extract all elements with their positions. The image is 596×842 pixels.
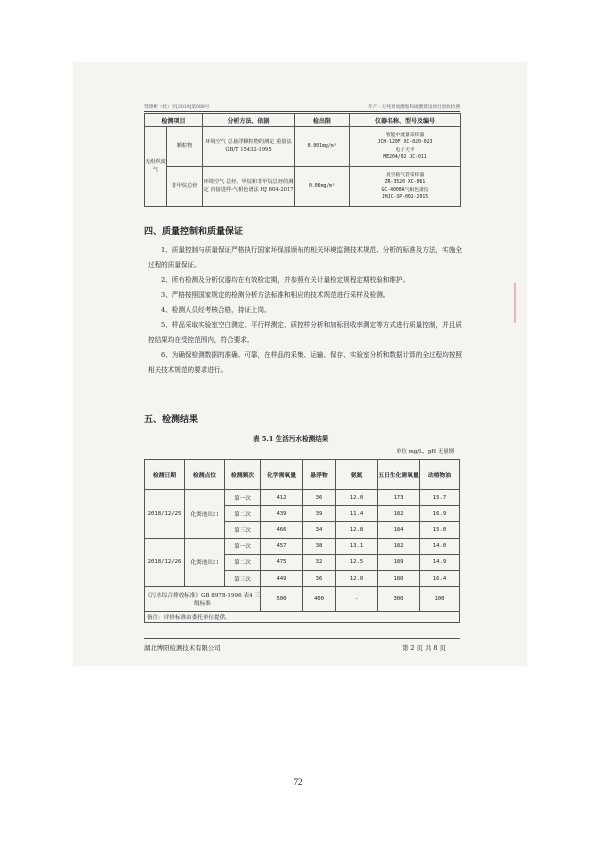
limit-cell: 0.06mg/m³ <box>295 167 350 207</box>
standard-value: 300 <box>378 587 420 612</box>
value-cell: 34 <box>303 522 336 538</box>
col-bod5: 五日生化需氧量 <box>378 460 420 490</box>
footer-rule <box>144 638 460 639</box>
value-cell: 36 <box>303 570 336 586</box>
instrument-line: JHJC-SP-002-2015 <box>381 195 429 200</box>
paragraph: 2、所有检测及分析仪器均在有效检定期，并参照有关计量检定规程定期校验和维护。 <box>161 276 410 284</box>
value-cell: 180 <box>378 570 420 586</box>
freq-cell: 第二次 <box>225 554 261 570</box>
date-cell: 2018/12/26 <box>145 538 185 587</box>
value-cell: 184 <box>378 522 420 538</box>
value-cell: 39 <box>303 506 336 522</box>
value-cell: 15.0 <box>420 522 460 538</box>
table-row <box>145 490 460 506</box>
col-instrument: 仪器名称、型号及编号 <box>350 114 461 127</box>
section-title: 五、检测结果 <box>144 415 199 425</box>
value-cell: 11.4 <box>336 506 378 522</box>
value-cell: 457 <box>261 538 303 554</box>
unit-note: 单位 mg/L，pH 无量纲 <box>396 449 454 455</box>
paragraph: 4、检测人员经考核合格，持证上岗。 <box>161 306 271 314</box>
method-cell: 环境空气 总烃、甲烷和非甲烷总烃的测定 直接进样-气相色谱法 HJ 604-2017 <box>203 167 295 207</box>
value-cell: 36 <box>303 490 336 506</box>
site-cell: 化粪池出口 <box>185 490 225 539</box>
value-cell: 32 <box>303 554 336 570</box>
scan-edge-mark <box>514 283 516 323</box>
col-item: 检测项目 <box>145 114 203 127</box>
footer-page: 第 2 页 共 8 页 <box>402 644 446 652</box>
instrument-line: GC-4000A气相色谱仪 <box>381 187 429 193</box>
note-row <box>145 612 460 623</box>
instrument-line: 智能中流量采样器 <box>385 132 425 138</box>
instrument-line: 真空箱气袋采样器 <box>385 172 425 178</box>
method-cell: 环境空气 总悬浮颗粒物的测定 重量法 GB/T 15432-1995 <box>203 127 295 167</box>
results-header <box>145 460 460 490</box>
paragraph: 5、样品采取实验室空白测定、平行样测定、质控样分析和加标回收率测定等方式进行质量控制，并且质控结果均在受控范围内，符合要求。 <box>148 321 462 344</box>
value-cell: 182 <box>378 506 420 522</box>
col-cod: 化学需氧量 <box>261 460 303 490</box>
value-cell: 14.0 <box>420 538 460 554</box>
value-cell: 189 <box>378 554 420 570</box>
header-rule <box>144 111 460 112</box>
value-cell: 173 <box>378 490 420 506</box>
value-cell: 12.5 <box>336 554 378 570</box>
value-cell: 12.0 <box>336 490 378 506</box>
item-cell: 颗粒物 <box>167 127 203 167</box>
freq-cell: 第一次 <box>225 538 261 554</box>
standard-value: - <box>336 587 378 612</box>
value-cell: 182 <box>378 538 420 554</box>
value-cell: 412 <box>261 490 303 506</box>
standard-value: 400 <box>303 587 336 612</box>
date-cell: 2018/12/25 <box>145 490 185 539</box>
value-cell: 12.0 <box>336 570 378 586</box>
col-nh3n: 氨氮 <box>336 460 378 490</box>
freq-cell: 第一次 <box>225 490 261 506</box>
value-cell: 15.7 <box>420 490 460 506</box>
instrument-line: 电子天平 <box>395 147 415 153</box>
table-row <box>145 167 461 207</box>
col-site: 检测点位 <box>185 460 225 490</box>
freq-cell: 第三次 <box>225 522 261 538</box>
col-date: 检测日期 <box>145 460 185 490</box>
standard-value: 100 <box>420 587 460 612</box>
freq-cell: 第三次 <box>225 570 261 586</box>
value-cell: 16.4 <box>420 570 460 586</box>
table-note: 备注：评价标准由委托单位提供。 <box>145 612 460 623</box>
report-number: 鄂博彬（检）字[2019]第088号 <box>144 105 210 110</box>
value-cell: 466 <box>261 522 303 538</box>
value-cell: 449 <box>261 570 303 586</box>
method-table-header <box>145 114 461 127</box>
col-method: 分析方法、依据 <box>203 114 295 127</box>
instrument-cell <box>350 127 461 167</box>
section-title: 四、质量控制和质量保证 <box>144 227 244 237</box>
quality-control-text <box>148 243 462 378</box>
value-cell: 38 <box>303 538 336 554</box>
page-number: 72 <box>293 777 303 787</box>
table-row <box>145 127 461 167</box>
site-cell: 化粪池出口 <box>185 538 225 587</box>
instrument-cell <box>350 167 461 207</box>
col-ss: 悬浮物 <box>303 460 336 490</box>
method-table <box>144 113 461 207</box>
instrument-line: JCH-120F XC-020-023 <box>377 140 433 145</box>
item-cell: 非甲烷总烃 <box>167 167 203 207</box>
footer-company: 湖北博阳检测技术有限公司 <box>144 644 221 652</box>
col-frequency: 检测频次 <box>225 460 261 490</box>
limit-cell: 0.001mg/m³ <box>295 127 350 167</box>
value-cell: 13.1 <box>336 538 378 554</box>
paragraph: 1、质量控制与质量保证严格执行国家环保部颁布的相关环境监测技术规范、分析的标准及方法，实施全过程的质量保证。 <box>148 246 462 269</box>
results-table <box>144 459 460 623</box>
table-caption: 表 5.1 生活污水检测结果 <box>253 435 329 443</box>
value-cell: 439 <box>261 506 303 522</box>
instrument-line: ZR-3520 XC-061 <box>384 180 426 185</box>
standard-value: 500 <box>261 587 303 612</box>
value-cell: 475 <box>261 554 303 570</box>
value-cell: 12.8 <box>336 522 378 538</box>
value-cell: 16.9 <box>420 506 460 522</box>
paragraph: 6、为确保检测数据的准确、可靠，在样品的采集、运输、保存、实验室分析和数据计算的全过程均按照相关技术规范的要求进行。 <box>148 351 462 374</box>
col-limit: 检出限 <box>295 114 350 127</box>
group-cell: 无组织废气 <box>145 127 167 207</box>
standard-label: 《污水综合排放标准》GB 8978-1996 表4 三级标准 <box>145 587 261 612</box>
col-oil: 动植物油 <box>420 460 460 490</box>
freq-cell: 第二次 <box>225 506 261 522</box>
paragraph: 3、严格按照国家规定的检测分析方法标准和相应的技术规范进行采样及检测。 <box>161 291 390 299</box>
table-row <box>145 538 460 554</box>
project-title: 年产一万吨胃氨酸胺和硫酸建设项目验收检测 <box>368 105 460 110</box>
instrument-line: ME204/02 JC-011 <box>383 155 427 160</box>
standard-row <box>145 587 460 612</box>
value-cell: 14.9 <box>420 554 460 570</box>
